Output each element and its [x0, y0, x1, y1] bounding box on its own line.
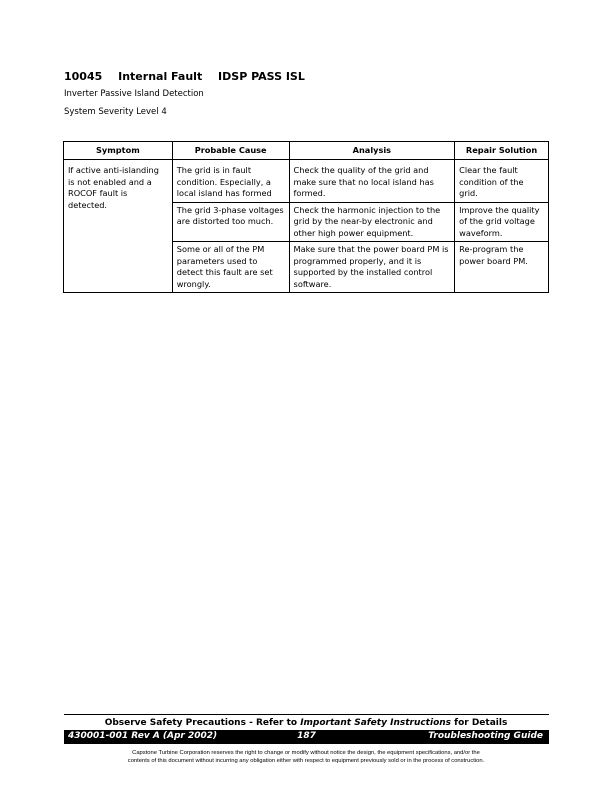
document-number: 430001-001 Rev A (Apr 2002): [68, 731, 218, 741]
cause-cell: The grid is in fault condition. Especially, a local island has formed: [172, 160, 289, 203]
safety-instructions-reference: Important Safety Instructions: [300, 718, 452, 728]
guide-title: Troubleshooting Guide: [428, 731, 543, 741]
severity-level: System Severity Level 4: [64, 107, 167, 117]
cause-cell: The grid 3-phase voltages are distorted too much.: [172, 202, 289, 242]
analysis-cell: Check the harmonic injection to the grid by the near-by electronic and other high power equipment.: [289, 202, 455, 242]
troubleshooting-table: [63, 141, 549, 293]
footer-divider: [64, 714, 549, 715]
column-header-symptom: Symptom: [64, 142, 173, 160]
analysis-cell: Make sure that the power board PM is programmed properly, and it is supported by the installed control software.: [289, 242, 455, 293]
page-number: 187: [297, 731, 316, 741]
disclaimer-line: contents of this document without incurring any obligation either with respect to equipment previously sold or in the process of construction.: [127, 758, 485, 764]
fault-code: 10045: [64, 70, 103, 83]
solution-cell: Clear the fault condition of the grid.: [455, 160, 549, 203]
symptom-cell: If active anti-islanding is not enabled and a ROCOF fault is detected.: [64, 160, 173, 293]
disclaimer-line: Capstone Turbine Corporation reserves the right to change or modify without notice the design, the equipment specifications, and/or the: [132, 750, 480, 756]
safety-suffix: for Details: [451, 718, 508, 728]
fault-heading: [64, 70, 317, 83]
fault-name: Internal Fault: [118, 70, 203, 83]
analysis-cell: Check the quality of the grid and make sure that no local island has formed.: [289, 160, 455, 203]
table-header-row: [64, 142, 549, 160]
column-header-probable-cause: Probable Cause: [172, 142, 289, 160]
safety-prefix: Observe Safety Precautions - Refer to: [104, 718, 301, 728]
column-header-repair-solution: Repair Solution: [455, 142, 549, 160]
safety-notice: [0, 718, 612, 728]
table-row: [64, 160, 549, 203]
solution-cell: Re-program the power board PM.: [455, 242, 549, 293]
cause-cell: Some or all of the PM parameters used to detect this fault are set wrongly.: [172, 242, 289, 293]
fault-description: Inverter Passive Island Detection: [64, 89, 204, 99]
footer-bar: [64, 730, 549, 744]
legal-disclaimer: [0, 749, 612, 765]
fault-id: IDSP PASS ISL: [218, 70, 305, 83]
column-header-analysis: Analysis: [289, 142, 455, 160]
solution-cell: Improve the quality of the grid voltage waveform.: [455, 202, 549, 242]
